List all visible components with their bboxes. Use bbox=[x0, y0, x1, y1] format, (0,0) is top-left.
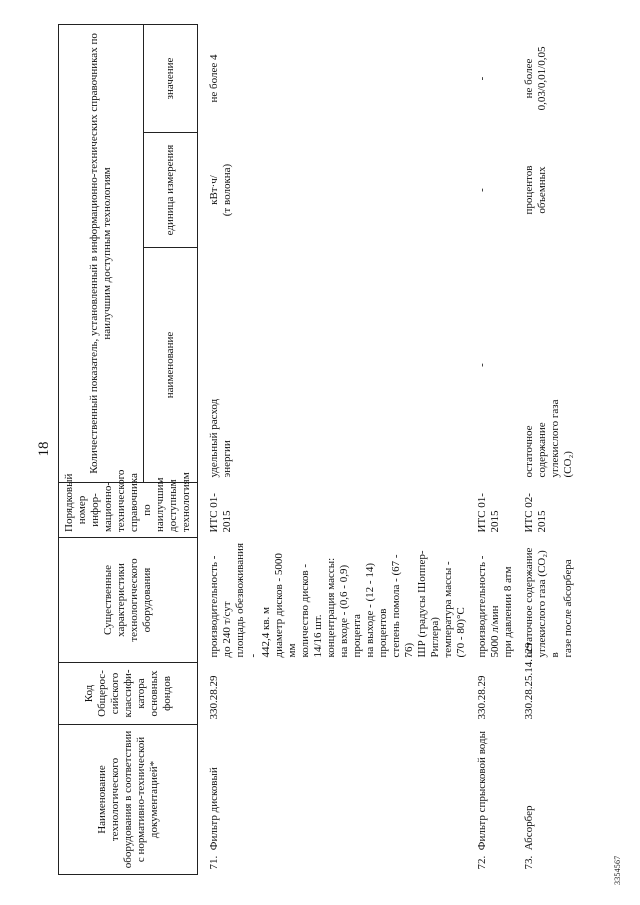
okof-code-cell: 330.28.29 bbox=[476, 675, 488, 720]
document-id: 3354567 bbox=[613, 855, 622, 885]
its-number-cell: ИТС 02-2015 bbox=[523, 493, 548, 533]
okof-code-cell: 330.28.25.14.129 bbox=[523, 642, 535, 720]
equipment-name: Абсорбер bbox=[523, 805, 535, 851]
okof-code-cell: 330.28.29 bbox=[208, 675, 220, 720]
its-number-cell: ИТС 01-2015 bbox=[476, 493, 501, 533]
indicator-name-cell: - bbox=[476, 363, 488, 367]
header-indicator-group: Количественный показатель, установленный в информационно-технических справочниках по наилучшим доступным технологиям bbox=[59, 24, 144, 482]
table-header bbox=[59, 24, 198, 874]
indicator-unit-cell: кВт·ч/ (т волокна) bbox=[208, 163, 233, 217]
row-number: 72. bbox=[476, 855, 488, 870]
equipment-name-cell bbox=[472, 725, 519, 875]
indicator-name-cell: удельный расход энергии bbox=[208, 398, 233, 478]
indicator-value-cell: не более 0,03/0,01/0,05 bbox=[523, 46, 548, 111]
indicator-unit-cell: процентов объемных bbox=[523, 165, 548, 215]
header-okof-code: Код Общерос-сийского классифи-катора основных фондов bbox=[59, 663, 198, 725]
header-equipment-name: Наименование технологического оборудования в соответствии с нормативно-технической документацией* bbox=[59, 725, 198, 875]
characteristics-cell: производительность - 5000 л/мин при давлении 8 атм bbox=[476, 555, 514, 658]
indicator-name-cell: остаточное содержание углекислого газа (CO₂) bbox=[523, 399, 574, 478]
header-its-number: Порядковый номер инфор-мационно-технического справочника по наилучшим доступным технологиям bbox=[59, 483, 198, 538]
page-number: 18 bbox=[36, 441, 52, 457]
indicator-value-cell: не более 4 bbox=[208, 54, 220, 103]
equipment-name-cell bbox=[198, 725, 473, 875]
equipment-name: Фильтр спрысковой воды bbox=[476, 731, 488, 851]
equipment-name-cell bbox=[519, 725, 579, 875]
equipment-table bbox=[58, 24, 579, 875]
header-indicator-value: значение bbox=[144, 24, 198, 132]
row-number: 73. bbox=[523, 855, 535, 870]
header-indicator-unit: единица измерения bbox=[144, 133, 198, 248]
table-body bbox=[198, 24, 580, 874]
table-row bbox=[198, 24, 473, 874]
table-row bbox=[472, 24, 519, 874]
characteristics-cell: остаточное содержание углекислого газа (CO₂) в газе после абсорбера bbox=[523, 547, 574, 658]
indicator-unit-cell: - bbox=[476, 188, 488, 192]
indicator-value-cell: - bbox=[476, 76, 488, 81]
equipment-name: Фильтр дисковый bbox=[208, 767, 220, 851]
header-indicator-name: наименование bbox=[144, 248, 198, 483]
characteristics-cell: производительность - до 240 т/сут площадь обезвоживания - 442,4 кв. м диаметр дисков - 5000 мм количество дисков - 14/16 шт. концентрация массы: на входе - (0,6 - 0,9) процента на выходе - (12 - 14) процентов степень помола - (67 - 76) ШР (градусы Шоппер- Риглера) температура массы - (70 - 80)°С bbox=[208, 542, 467, 658]
row-number: 71. bbox=[208, 855, 220, 870]
header-characteristics: Существенные характеристики технологического оборудования bbox=[59, 538, 198, 663]
table-row bbox=[519, 24, 579, 874]
its-number-cell: ИТС 01-2015 bbox=[208, 493, 233, 533]
